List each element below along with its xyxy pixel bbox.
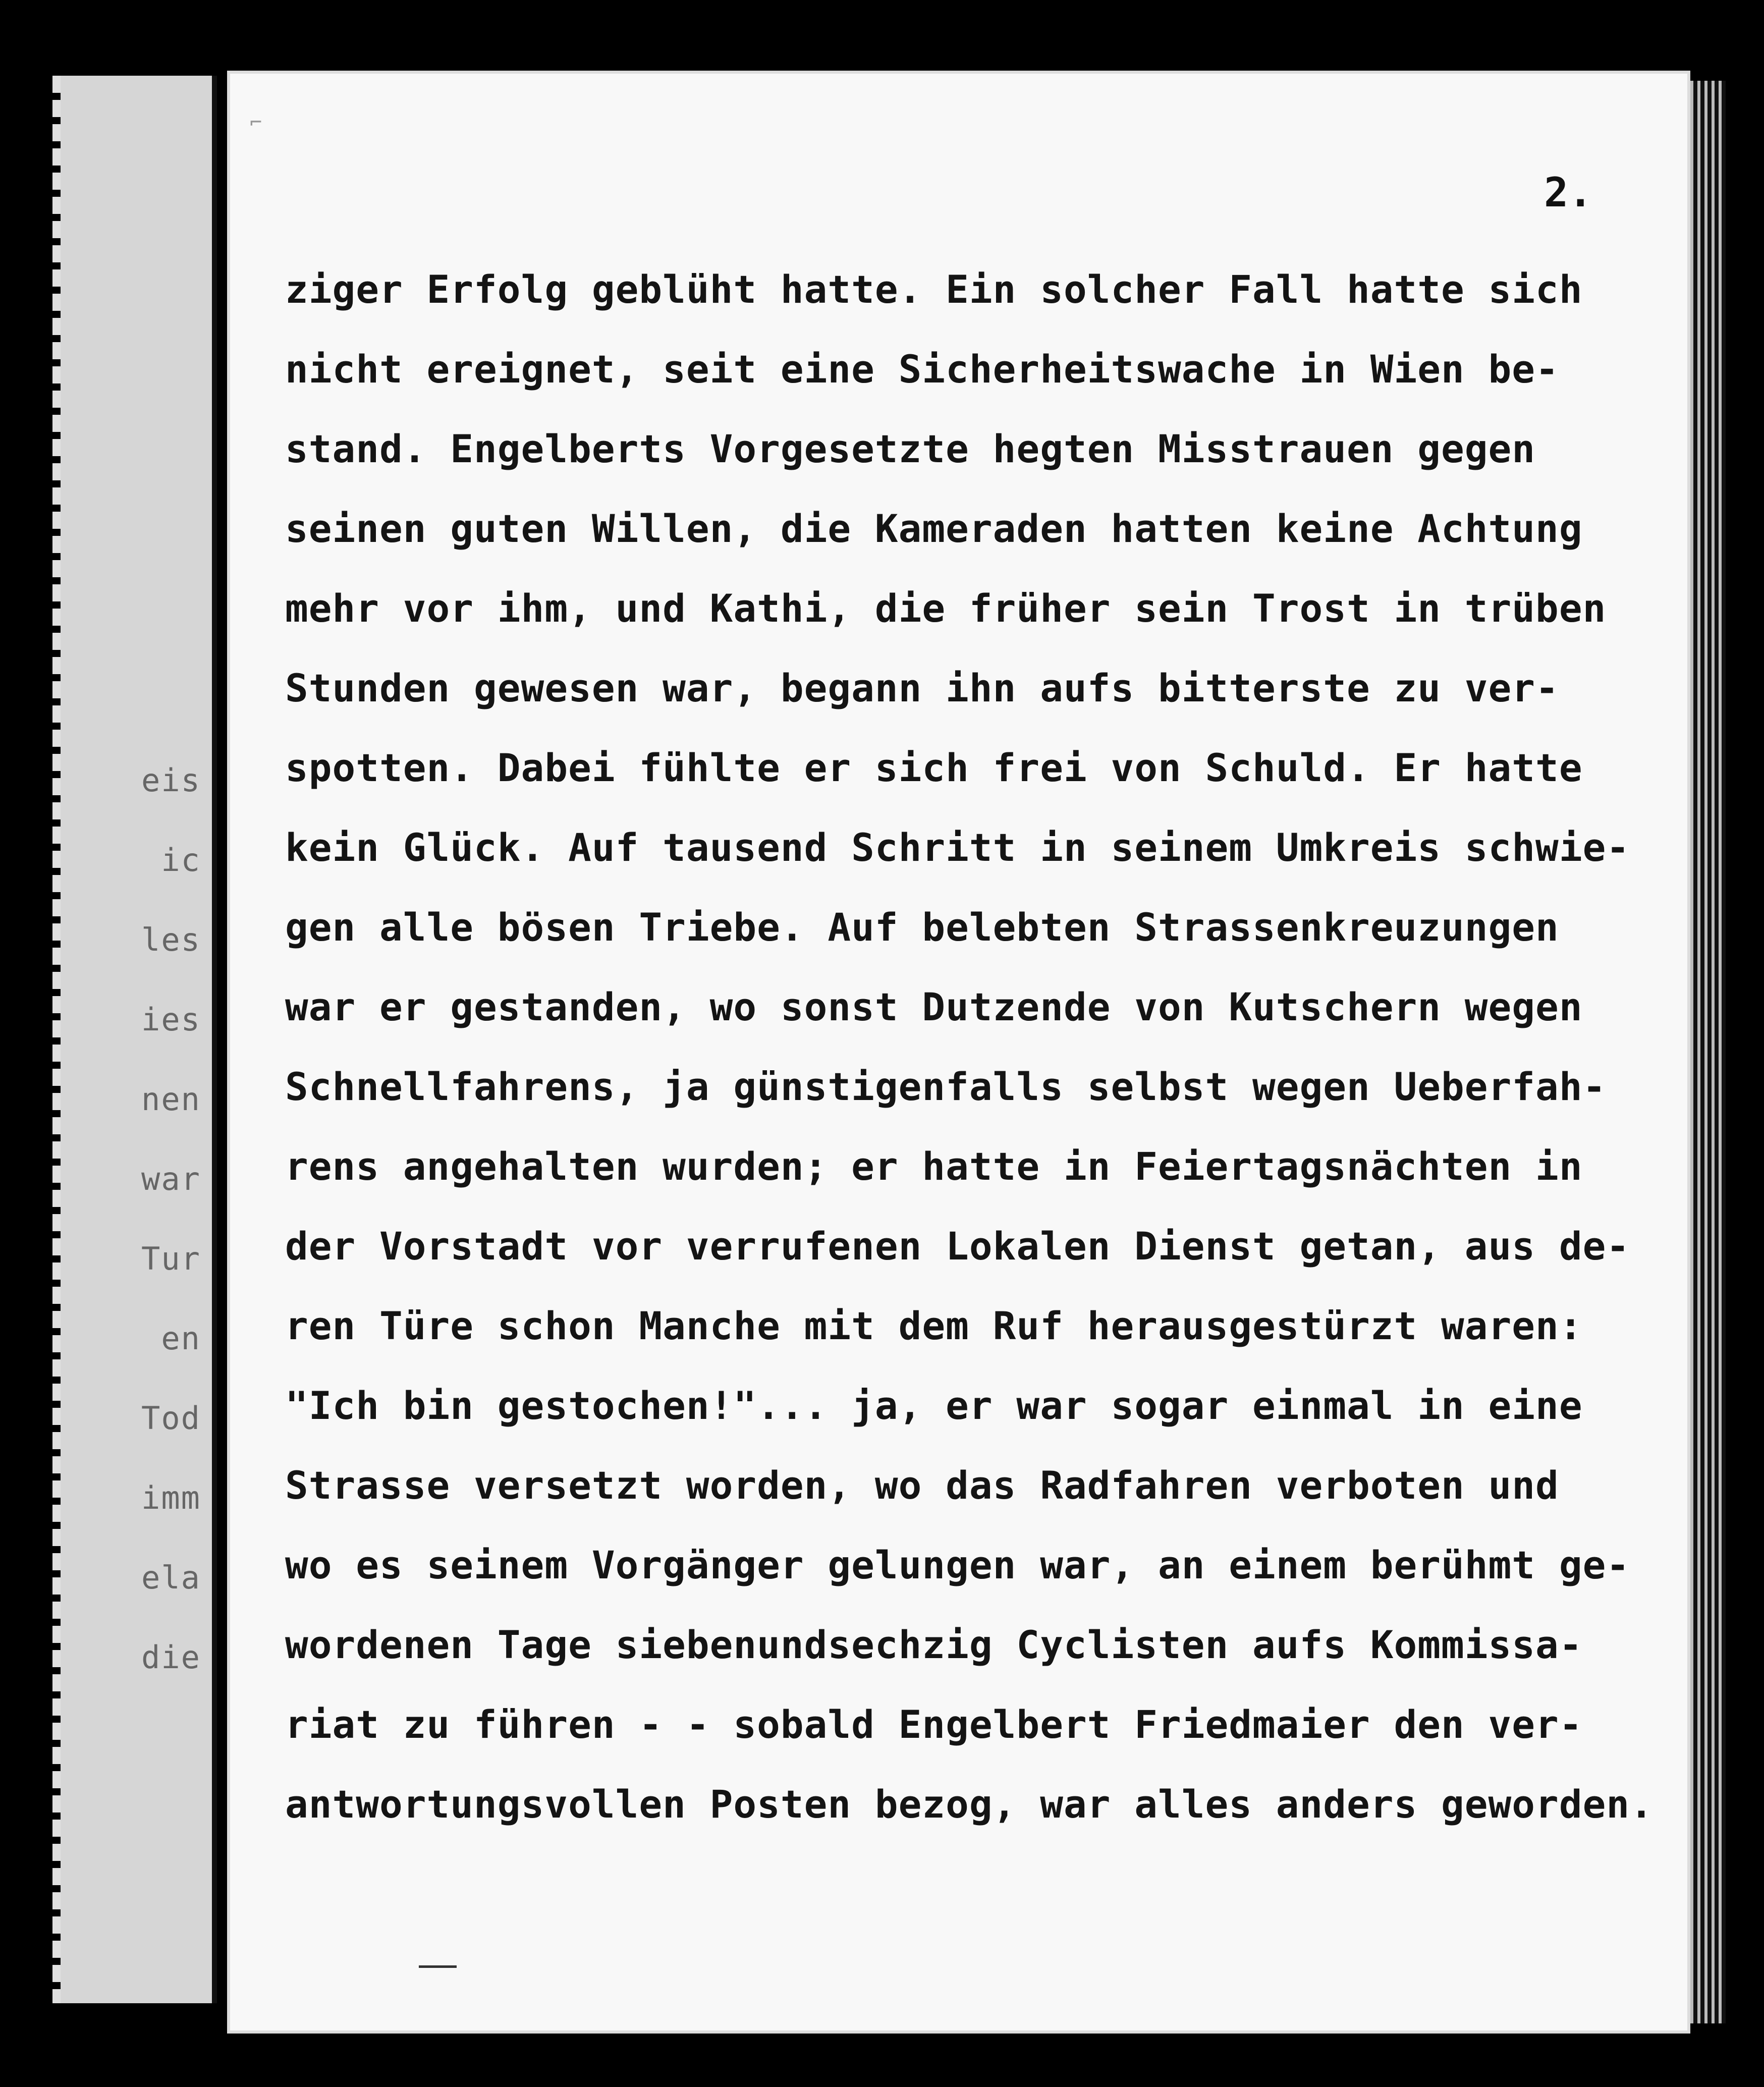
text-line: rens angehalten wurden; er hatte in Feiertagsnächten in — [285, 1144, 1583, 1189]
body-text — [285, 250, 1658, 1844]
text-line: riat zu führen - - sobald Engelbert Friedmaier den ver- — [285, 1702, 1583, 1747]
text-line: gen alle bösen Triebe. Auf belebten Strassenkreuzungen — [285, 905, 1559, 950]
text-line: "Ich bin gestochen!"... ja, er war sogar einmal in eine — [285, 1383, 1583, 1428]
bottom-dash-mark — [419, 1965, 457, 1968]
text-line: spotten. Dabei fühlte er sich frei von Schuld. Er hatte — [285, 745, 1583, 790]
text-line: der Vorstadt vor verrufenen Lokalen Dienst getan, aus de- — [285, 1224, 1630, 1269]
text-line: wordenen Tage siebenundsechzig Cyclisten aufs Kommissa- — [285, 1622, 1583, 1667]
page-stack-edge — [1690, 81, 1726, 2023]
underlying-fragment: nen — [141, 1081, 201, 1118]
underlying-fragment: Tur — [141, 1240, 201, 1277]
text-line: seinen guten Willen, die Kameraden hatten keine Achtung — [285, 506, 1583, 551]
underlying-fragment: en — [161, 1320, 201, 1357]
text-line: Stunden gewesen war, begann ihn aufs bitterste zu ver- — [285, 666, 1559, 710]
underlying-fragment: ic — [161, 842, 201, 878]
underlying-fragment: imm — [141, 1479, 201, 1516]
text-line: war er gestanden, wo sonst Dutzende von Kutschern wegen — [285, 984, 1583, 1029]
text-line: ziger Erfolg geblüht hatte. Ein solcher Fall hatte sich — [285, 267, 1583, 312]
page-number: 2. — [1544, 169, 1593, 216]
underlying-fragment: war — [141, 1161, 201, 1197]
text-line: wo es seinem Vorgänger gelungen war, an einem berühmt ge- — [285, 1543, 1630, 1587]
underlying-fragment: die — [141, 1639, 201, 1676]
text-line: stand. Engelberts Vorgesetzte hegten Misstrauen gegen — [285, 426, 1536, 471]
text-line: ren Türe schon Manche mit dem Ruf herausgestürzt waren: — [285, 1303, 1583, 1348]
underlying-fragment: ela — [141, 1559, 201, 1596]
underlying-page — [61, 76, 217, 2003]
text-line: Schnellfahrens, ja günstigenfalls selbst wegen Ueberfah- — [285, 1064, 1607, 1109]
text-line: mehr vor ihm, und Kathi, die früher sein Trost in trüben — [285, 586, 1607, 631]
text-line: Strasse versetzt worden, wo das Radfahren verboten und — [285, 1463, 1559, 1508]
text-line: antwortungsvollen Posten bezog, war alles anders geworden. — [285, 1782, 1653, 1827]
underlying-fragment: ies — [141, 1001, 201, 1038]
underlying-fragment: Tod — [141, 1400, 201, 1437]
text-line: nicht ereignet, seit eine Sicherheitswache in Wien be- — [285, 347, 1559, 392]
underlying-fragment: les — [141, 921, 201, 958]
text-line: kein Glück. Auf tausend Schritt in seinem Umkreis schwie- — [285, 825, 1630, 870]
corner-mark-icon: ⌐ — [250, 111, 262, 134]
underlying-fragment: eis — [141, 762, 201, 799]
